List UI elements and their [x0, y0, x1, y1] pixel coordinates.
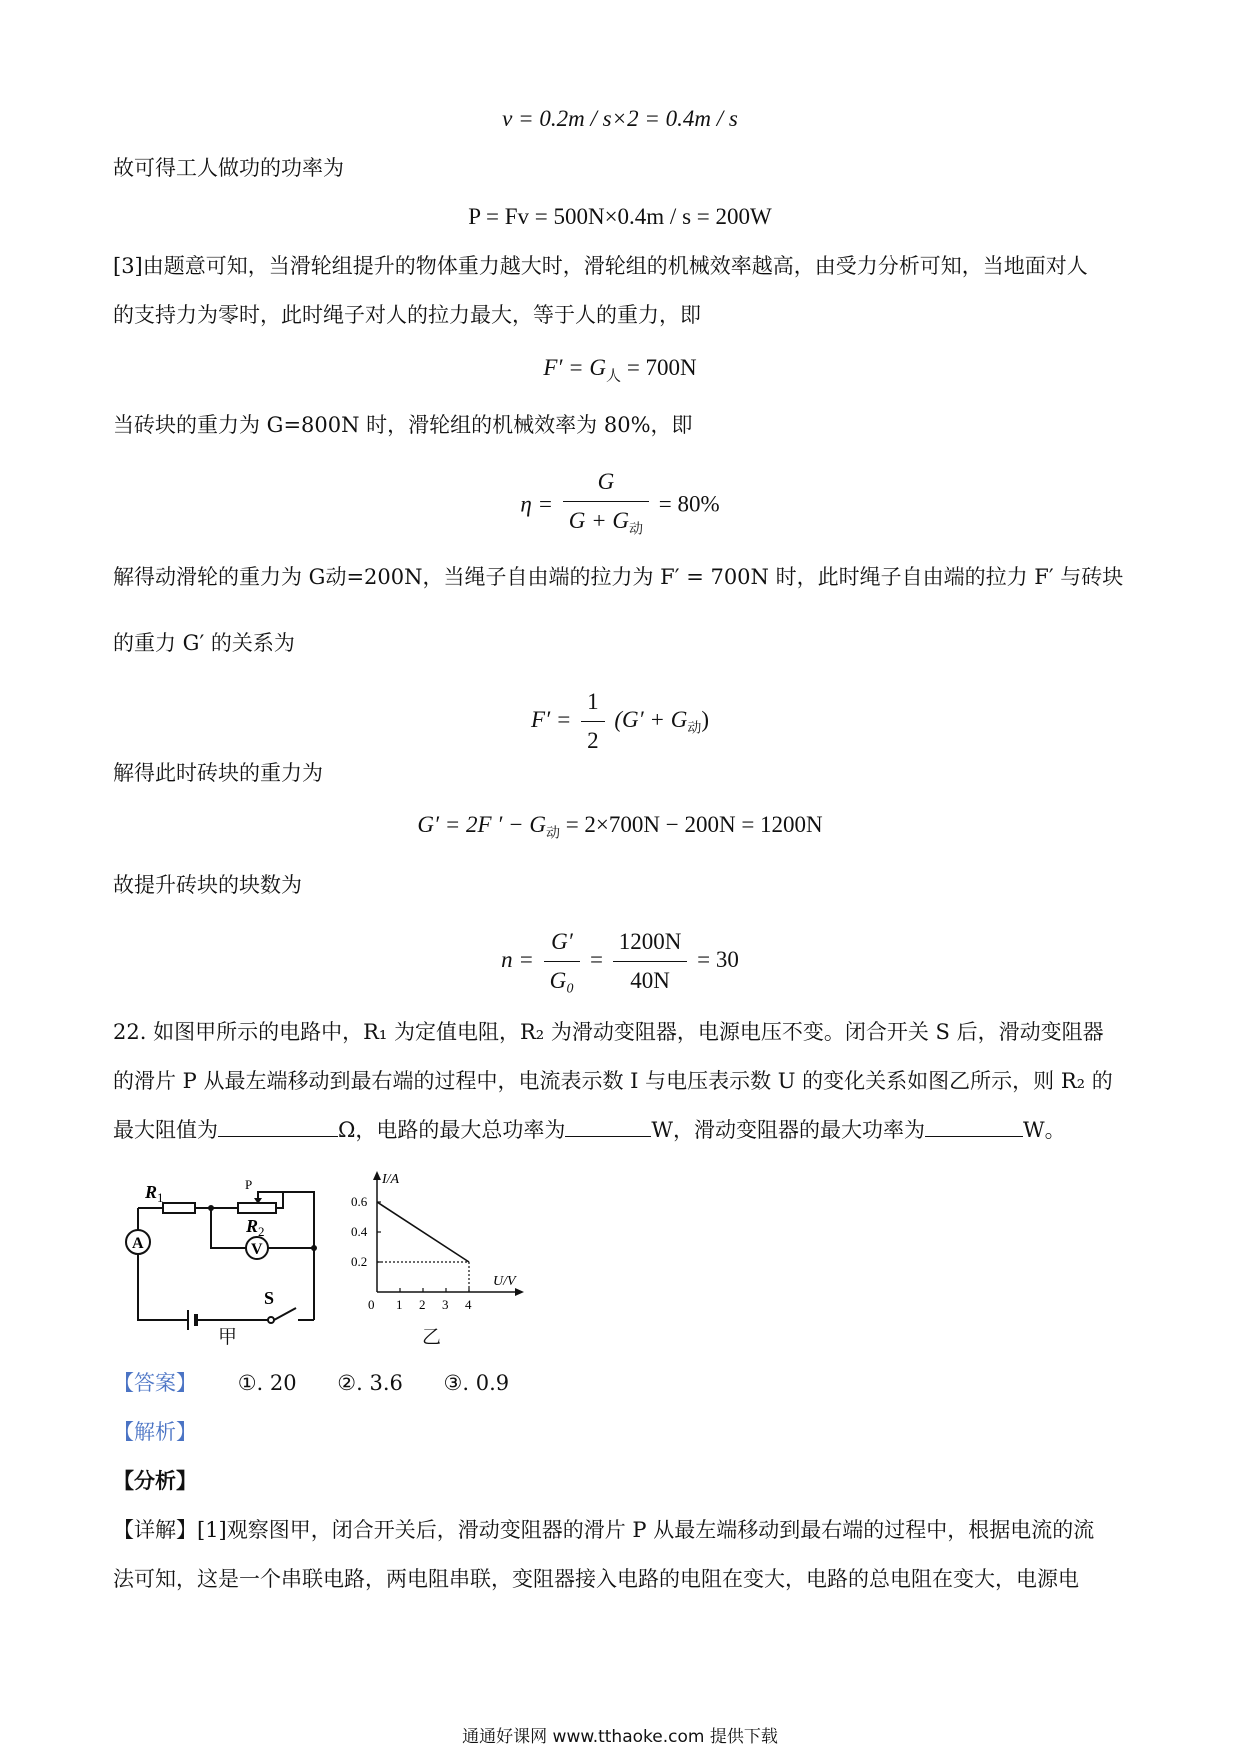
equation-eta-right: = 80%	[658, 491, 720, 517]
equation-eta-denominator	[563, 502, 649, 548]
circuit-diagram	[118, 1170, 328, 1340]
equation-f2-denominator: 2	[587, 728, 599, 753]
label-p: P	[245, 1177, 253, 1192]
y-tick-label: 0.2	[351, 1254, 368, 1269]
label-r2: $R_2$	[246, 1216, 265, 1239]
solve-line-2: 的重力 G′ 的关系为	[113, 631, 295, 655]
x-axis-label: U/V	[493, 1274, 516, 1289]
fenxi-label: 【分析】	[113, 1468, 197, 1493]
equation-eta-left: η =	[520, 491, 554, 517]
equation-f2-numerator: 1	[581, 685, 605, 722]
junction-dot-left	[208, 1205, 214, 1211]
question-22-line-1: 22. 如图甲所示的电路中，R₁ 为定值电阻，R₂ 为滑动变阻器，电源电压不变。闭合开关 S 后，滑动变阻器	[113, 1020, 1104, 1044]
equation-eta-den-text: G + G	[568, 508, 630, 533]
equation-f2-sub: 动	[687, 721, 702, 737]
wire-left-bottom	[138, 1254, 188, 1320]
x-tick-label: 2	[419, 1297, 426, 1312]
brick-weight-text: 当砖块的重力为 G=800N 时，滑轮组的机械效率为 80%，即	[113, 413, 693, 437]
equation-f2-fraction	[581, 685, 605, 758]
iu-graph	[350, 1170, 530, 1320]
y-axis-arrow	[373, 1171, 381, 1180]
circuit-caption: 甲	[218, 1326, 238, 1348]
answer-1: ①. 20	[237, 1371, 297, 1395]
switch-contact	[268, 1317, 274, 1323]
answer-blank-3[interactable]	[925, 1116, 1023, 1137]
x-axis-arrow	[515, 1288, 524, 1296]
answer-3: ③. 0.9	[443, 1371, 510, 1395]
ammeter-label: A	[132, 1235, 144, 1252]
brick-weight-solve-text: 解得此时砖块的重力为	[113, 761, 323, 785]
equation-f2-left: F′ =	[531, 706, 572, 732]
y-tick-label: 0.6	[351, 1194, 368, 1209]
question-22-line-3	[113, 1115, 1133, 1145]
series-line-segment	[377, 1202, 469, 1262]
equation-eta-numerator: G	[563, 465, 649, 502]
x-tick-label: 0	[368, 1297, 375, 1312]
label-r1: $R_1$	[145, 1182, 164, 1205]
answer-2: ②. 3.6	[337, 1371, 403, 1395]
voltmeter-label: V	[251, 1241, 263, 1258]
question-22-line-3-d: W。	[1023, 1118, 1066, 1142]
equation-n-num2: 1200N	[613, 925, 688, 962]
equation-n-left: n =	[501, 946, 534, 972]
paragraph-3-line-2: 的支持力为零时，此时绳子对人的拉力最大，等于人的重力，即	[113, 303, 701, 327]
footer-watermark: 通通好课网 www.tthaoke.com 提供下载	[462, 1727, 778, 1747]
detail-line-1: 【详解】[1]观察图甲，闭合开关后，滑动变阻器的滑片 P 从最左端移动到最右端的过程中，根据电流的流	[113, 1518, 1095, 1542]
answer-label: 【答案】	[113, 1371, 197, 1395]
switch-label: S	[264, 1288, 275, 1308]
equation-n-num1: G′	[544, 925, 581, 962]
equation-power	[0, 202, 1240, 232]
x-tick-label: 3	[442, 1297, 449, 1312]
equation-n-den1: G₀	[549, 968, 575, 993]
equation-n-right: = 30	[697, 946, 739, 972]
y-axis-label: I/A	[382, 1172, 400, 1187]
equation-force-left: F′ = G	[543, 355, 607, 380]
answer-blank-2[interactable]	[565, 1116, 651, 1137]
equation-velocity	[0, 104, 1240, 134]
equation-n-fraction-2	[613, 925, 688, 998]
power-intro-text: 故可得工人做功的功率为	[113, 156, 344, 180]
equation-force-person	[0, 353, 1240, 392]
equation-f2-close: )	[701, 706, 709, 732]
junction-dot-right	[311, 1245, 317, 1251]
equation-eta-den-sub: 动	[629, 522, 644, 538]
equation-g-right: = 2×700N − 200N = 1200N	[559, 812, 823, 837]
resistor-r1	[163, 1203, 195, 1213]
equation-force-right: = 700N	[621, 355, 697, 380]
question-22-line-2: 的滑片 P 从最左端移动到最右端的过程中，电流表示数 I 与电压表示数 U 的变化关系如图乙所示，则 R₂ 的	[113, 1069, 1113, 1093]
question-22-line-3-c: W，滑动变阻器的最大功率为	[651, 1118, 926, 1142]
equation-force-relation	[0, 685, 1240, 758]
question-22-line-3-b: Ω，电路的最大总功率为	[338, 1118, 566, 1142]
answer-row	[113, 1368, 509, 1398]
equation-power-text: P = Fv = 500N×0.4m / s = 200W	[468, 204, 772, 229]
x-tick-label: 4	[465, 1297, 472, 1312]
equation-f2-right: (G′ + G	[614, 706, 688, 732]
x-tick-label: 1	[396, 1297, 403, 1312]
paragraph-3-line-1: [3]由题意可知，当滑轮组提升的物体重力越大时，滑轮组的机械效率越高，由受力分析可知，当地面对人	[113, 254, 1088, 278]
y-tick-label: 0.4	[351, 1224, 368, 1239]
equation-force-sub: 人	[606, 368, 622, 385]
equation-g-sub: 动	[545, 826, 560, 842]
wire-right-outer	[283, 1192, 314, 1320]
equation-eta-fraction	[563, 465, 649, 548]
switch-blade	[274, 1308, 296, 1320]
equation-g-left: G′ = 2F ′ − G	[417, 812, 546, 837]
answer-blank-1[interactable]	[218, 1116, 338, 1137]
resistor-r2	[238, 1203, 276, 1213]
equation-n-mid: =	[590, 946, 603, 972]
question-22-line-3-a: 最大阻值为	[113, 1118, 218, 1142]
equation-efficiency	[0, 465, 1240, 548]
equation-n-den2: 40N	[630, 968, 670, 993]
solve-line-1: 解得动滑轮的重力为 G动=200N，当绳子自由端的拉力为 F′ = 700N 时，此时绳子自由端的拉力 F′ 与砖块	[113, 565, 1124, 589]
graph-caption: 乙	[422, 1326, 442, 1348]
equation-velocity-text: v = 0.2m / s×2 = 0.4m / s	[502, 106, 738, 131]
equation-brick-weight	[0, 810, 1240, 850]
brick-count-text: 故提升砖块的块数为	[113, 873, 302, 897]
detail-line-2: 法可知，这是一个串联电路，两电阻串联，变阻器接入电路的电阻在变大，电路的总电阻在变大，电源电	[113, 1567, 1079, 1591]
equation-n-fraction-1	[544, 925, 581, 998]
jiexi-label: 【解析】	[113, 1420, 197, 1444]
equation-brick-count	[0, 925, 1240, 998]
wire-slider	[258, 1192, 283, 1208]
